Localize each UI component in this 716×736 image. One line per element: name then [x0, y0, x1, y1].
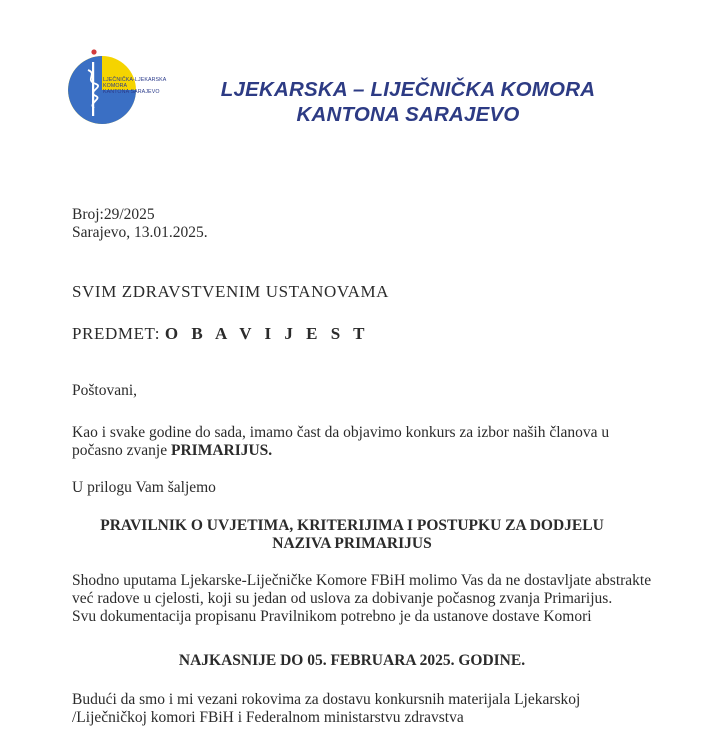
primarijus-bold: PRIMARIJUS. — [171, 442, 273, 459]
place-date: Sarajevo, 13.01.2025. — [72, 224, 208, 241]
subject-line — [72, 325, 369, 343]
paragraph-3-line-1: Shodno uputama Ljekarske-Liječničke Komore FBiH molimo Vas da ne dostavljate abstrakte — [72, 572, 652, 589]
organization-name: LJEKARSKA – LIJEČNIČKA KOMORA KANTONA SARAJEVO — [220, 78, 596, 126]
paragraph-1-line-2: počasno zvanje PRIMARIJUS. — [72, 442, 273, 459]
logo-caption: LJEČNIČKA-LJEKARSKA KOMORA KANTONA SARAJEVO — [103, 77, 167, 96]
paragraph-3-line-3: Svu dokumentacija propisanu Pravilnikom potrebno je da ustanove dostave Komori — [72, 608, 592, 625]
subject-value: O B A V I J E S T — [164, 324, 369, 343]
deadline: NAJKASNIJE DO 05. FEBRUARA 2025. GODINE. — [178, 652, 526, 669]
paragraph-1-line-1: Kao i svake godine do sada, imamo čast da objavimo konkurs za izbor naših članova u — [72, 424, 610, 441]
paragraph-4-line-1: Budući da smo i mi vezani rokovima za dostavu konkursnih materijala Ljekarskoj — [72, 691, 581, 708]
document-number: Broj:29/2025 — [72, 206, 155, 223]
paragraph-2: U prilogu Vam šaljemo — [72, 479, 216, 496]
paragraph-3-line-2: već radove u cjelosti, koji su jedan od uslova za dobivanje počasnog zvanja Primarijus. — [72, 590, 613, 607]
rulebook-title: PRAVILNIK O UVJETIMA, KRITERIJIMA I POSTUPKU ZA DODJELU NAZIVA PRIMARIJUS — [100, 517, 604, 552]
recipient: SVIM ZDRAVSTVENIM USTANOVAMA — [72, 282, 390, 301]
subject-label: PREDMET: — [72, 324, 165, 343]
paragraph-4-line-2: /Liječničkoj komori FBiH i Federalnom ministarstvu zdravstva — [72, 709, 464, 726]
greeting: Poštovani, — [72, 382, 138, 399]
